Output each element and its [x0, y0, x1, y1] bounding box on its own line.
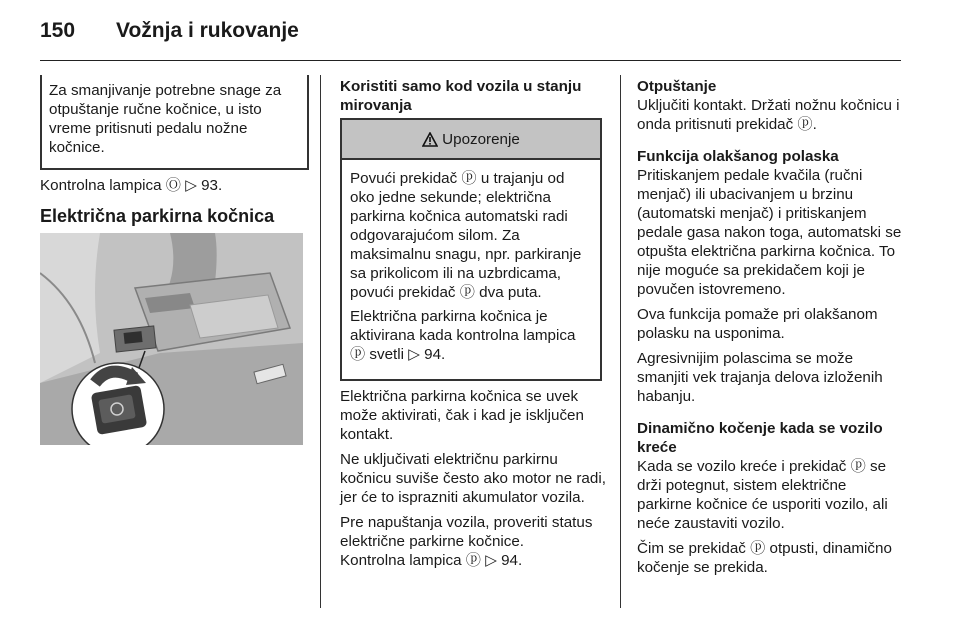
parking-brake-illustration	[40, 233, 303, 445]
paragraph: Kada se vozilo kreće i prekidač ⓟ se drži potegnut, sistem električne parkirne kočnice će usporiti vozilo, ali neće zaustaviti vozilo.	[637, 458, 888, 532]
paragraph: Pre napuštanja vozila, proveriti status električne parkirne kočnice.	[340, 514, 593, 550]
col3-text	[637, 77, 905, 577]
warning-box	[340, 118, 602, 381]
paragraph: Uključiti kontakt. Držati nožnu kočnicu i onda pritisnuti prekidač ⓟ.	[637, 97, 900, 133]
warning-paragraph: Povući prekidač ⓟ u trajanju od oko jedne sekunde; električna parkirna kočnica automatski radi odgovarajućom silom. Za maksimalnu snagu, npr. parkiranje sa prikolicom ili na uzbrdicama, povući prekidač ⓟ dva puta.	[350, 170, 582, 301]
paragraph: Čim se prekidač ⓟ otpusti, dinamično kočenje se prekida.	[637, 540, 892, 576]
header-divider	[40, 60, 901, 61]
dynamic-braking-heading: Dinamično kočenje kada se vozilo kreće	[637, 420, 883, 456]
warning-title: Upozorenje	[442, 130, 520, 148]
paragraph: Kontrolna lampica ⓟ ▷ 94.	[340, 552, 523, 569]
col2-text	[340, 387, 610, 570]
paragraph: Ova funkcija pomaže pri olakšanom polasku na usponima.	[637, 306, 878, 342]
warning-body	[342, 160, 600, 364]
indicator-line: Kontrolna lampica Ⓞ ▷ 93.	[40, 177, 223, 194]
warning-paragraph: Električna parkirna kočnica je aktivirana kada kontrolna lampica ⓟ svetli ▷ 94.	[350, 308, 576, 363]
usage-heading: Koristiti samo kod vozila u stanju mirovanja	[340, 78, 582, 114]
warning-icon	[422, 132, 438, 147]
note-box	[40, 75, 309, 170]
column-divider-2	[620, 75, 621, 608]
drive-away-heading: Funkcija olakšanog polaska	[637, 148, 839, 165]
paragraph: Pritiskanjem pedale kvačila (ručni menjač) ili ubacivanjem u brzinu (automatski menjač) i pritiskanjem pedale gasa nakon toga, automatski se otpušta električna parkirna kočnica. To nije moguće sa prekidačem koji je povučen istovremeno.	[637, 167, 902, 298]
column-divider-1	[320, 75, 321, 608]
console-drawing	[40, 233, 303, 445]
warning-header	[342, 120, 600, 160]
note-text: Za smanjivanje potrebne snage za otpuštanje ručne kočnice, u isto vreme pritisnuti pedalu nožne kočnice.	[49, 82, 282, 156]
paragraph: Ne uključivati električnu parkirnu kočnicu suviše često ako motor ne radi, jer će to isprazniti akumulator vozila.	[340, 451, 606, 506]
paragraph: Električna parkirna kočnica se uvek može aktivirati, čak i kad je isključen kontakt.	[340, 388, 584, 443]
page-number: 150	[40, 19, 76, 42]
epb-heading: Električna parkirna kočnica	[40, 206, 275, 226]
paragraph: Agresivnijim polascima se može smanjiti vek trajanja delova izloženih habanju.	[637, 350, 883, 405]
section-title: Vožnja i rukovanje	[116, 19, 299, 42]
release-heading: Otpuštanje	[637, 78, 717, 95]
